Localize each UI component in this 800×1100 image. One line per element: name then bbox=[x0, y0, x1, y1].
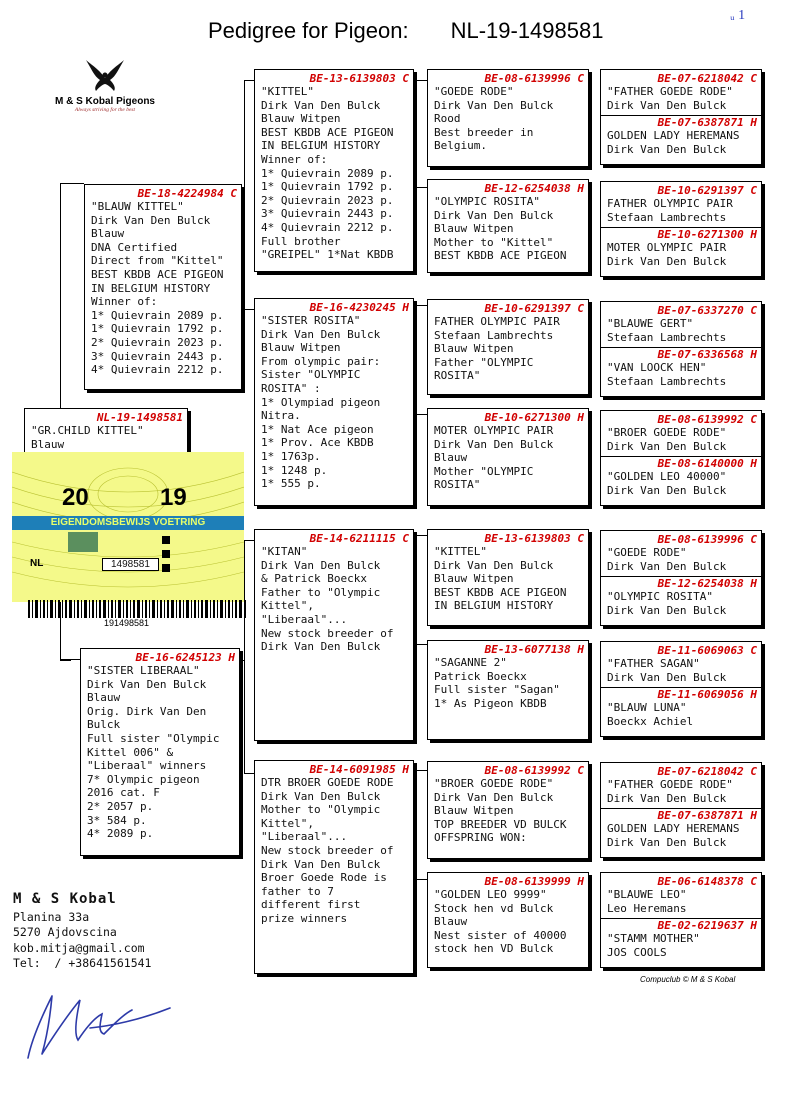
ring-number: BE-07-6218042 C bbox=[657, 72, 757, 85]
pigeon-line: Blauw bbox=[434, 915, 468, 929]
pigeon-line: "FATHER GOEDE RODE" bbox=[607, 778, 733, 791]
pigeon-line: "GOLDEN LEO 40000" bbox=[607, 470, 727, 484]
pigeon-line: Dirk Van Den Bulck bbox=[607, 835, 727, 849]
corner-mark: ᵤ 1 bbox=[730, 8, 746, 23]
pigeon-line: 1* Quievrain 2089 p. bbox=[91, 308, 224, 322]
pigeon-line: 2016 cat. F bbox=[87, 786, 160, 800]
pigeon-line: Blauw Witpen bbox=[434, 222, 514, 236]
pigeon-line: Blauw bbox=[31, 437, 65, 451]
pigeon-line: 1* As Pigeon KBDB bbox=[434, 696, 547, 710]
pigeon-line: "SISTER LIBERAAL" bbox=[87, 664, 200, 677]
pigeon-line: Direct from "Kittel" bbox=[91, 254, 224, 268]
pigeon-line: Dirk Van Den Bulck bbox=[607, 670, 727, 684]
ring-number: BE-12-6254038 H bbox=[484, 182, 584, 195]
ring-number: BE-07-6387871 H bbox=[601, 115, 761, 129]
pigeon-line: "STAMM MOTHER" bbox=[607, 932, 700, 946]
pigeon-line: Blauw Witpen bbox=[261, 112, 341, 126]
pigeon-line: Dirk Van Den Bulck bbox=[607, 791, 727, 805]
pigeon-line: 1* Quievrain 1792 p. bbox=[261, 180, 394, 194]
pigeon-line: Blauw Witpen bbox=[434, 804, 514, 818]
pigeon-line: "GOEDE RODE" bbox=[607, 546, 687, 559]
pigeon-line: Mother to "Kittel" bbox=[434, 235, 554, 249]
ring-number: BE-18-4224984 C bbox=[137, 187, 237, 200]
ring-number: BE-10-6291397 C bbox=[657, 184, 757, 197]
pigeon-line: Leo Heremans bbox=[607, 901, 687, 915]
ring-number: BE-08-6139992 C bbox=[657, 413, 757, 426]
pigeon-line: From olympic pair: bbox=[261, 354, 381, 368]
ring-number: BE-08-6139996 C bbox=[484, 72, 584, 85]
pigeon-line: BEST KBDB ACE PIGEON bbox=[261, 125, 394, 139]
ring-number: BE-08-6140000 H bbox=[601, 456, 761, 470]
pigeon-line: stock hen VD Bulck bbox=[434, 942, 554, 956]
pigeon-line: GOLDEN LADY HEREMANS bbox=[607, 822, 740, 836]
pigeon-line: OFFSPRING WON: bbox=[434, 831, 527, 845]
pigeon-line: Blauw Witpen bbox=[434, 342, 514, 356]
gen4-pair-box bbox=[600, 762, 762, 858]
gen4-pair-box bbox=[600, 641, 762, 737]
pigeon-line: Patrick Boeckx bbox=[434, 669, 527, 683]
pigeon-line: FATHER OLYMPIC PAIR bbox=[607, 197, 733, 210]
pigeon-line: 1* Prov. Ace KBDB bbox=[261, 436, 374, 450]
ring-number: BE-10-6271300 H bbox=[484, 411, 584, 424]
pigeon-line: "FATHER SAGAN" bbox=[607, 657, 700, 670]
gen3-box bbox=[427, 640, 589, 740]
pigeon-line: "GOEDE RODE" bbox=[434, 85, 514, 98]
pigeon-line: MOTER OLYMPIC PAIR bbox=[607, 241, 727, 255]
pigeon-line: 1* Quievrain 2089 p. bbox=[261, 166, 394, 180]
pigeon-line: "BLAUW KITTEL" bbox=[91, 200, 184, 213]
pigeon-line: "FATHER GOEDE RODE" bbox=[607, 85, 733, 98]
pigeon-line: Stefaan Lambrechts bbox=[607, 330, 727, 344]
pigeon-line: Dirk Van Den Bulck bbox=[261, 640, 381, 654]
pigeon-line: "OLYMPIC ROSITA" bbox=[434, 195, 540, 208]
ring-number: BE-07-6337270 C bbox=[657, 304, 757, 317]
ring-number: BE-10-6271300 H bbox=[601, 227, 761, 241]
pigeon-line: Mother to "Olympic bbox=[261, 803, 381, 817]
owner-line: Planina 33a bbox=[13, 909, 90, 924]
pigeon-line: ROSITA" bbox=[434, 478, 481, 492]
pigeon-line: Kittel 006" & bbox=[87, 745, 174, 759]
pigeon-line: Winner of: bbox=[91, 295, 158, 309]
pigeon-line: "KITTEL" bbox=[261, 85, 314, 98]
pigeon-line: Stefaan Lambrechts bbox=[607, 374, 727, 388]
pigeon-line: Broer Goede Rode is bbox=[261, 871, 387, 885]
pigeon-line: Dirk Van Den Bulck bbox=[607, 254, 727, 268]
gen3-box bbox=[427, 408, 589, 506]
gen3-box bbox=[427, 529, 589, 626]
ring-number: BE-12-6254038 H bbox=[601, 576, 761, 590]
pigeon-line: Sister "OLYMPIC bbox=[261, 368, 361, 382]
pigeon-line: Dirk Van Den Bulck bbox=[434, 790, 554, 804]
pigeon-line: Blauw Witpen bbox=[434, 572, 514, 586]
pigeon-line: IN BELGIUM HISTORY bbox=[91, 281, 211, 295]
pigeon-line: 7* Olympic pigeon bbox=[87, 772, 200, 786]
pigeon-line: "VAN LOOCK HEN" bbox=[607, 361, 707, 375]
pigeon-line: Winner of: bbox=[261, 152, 328, 166]
ring-card-year-right: 19 bbox=[160, 484, 187, 511]
pigeon-line: 1* Nat Ace pigeon bbox=[261, 422, 374, 436]
pigeon-line: Dirk Van Den Bulck bbox=[261, 327, 381, 341]
pigeon-line: Dirk Van Den Bulck bbox=[607, 603, 727, 617]
ring-number: BE-08-6139996 C bbox=[657, 533, 757, 546]
owner-email: kob.mitja@gmail.com bbox=[13, 940, 145, 955]
pigeon-line: Blauw bbox=[87, 691, 121, 705]
pigeon-line: Dirk Van Den Bulck bbox=[607, 483, 727, 497]
gen3-box bbox=[427, 179, 589, 273]
ring-number: NL-19-1498581 bbox=[96, 411, 183, 424]
ring-card-country: NL bbox=[30, 558, 44, 569]
pigeon-line: Dirk Van Den Bulck bbox=[87, 677, 207, 691]
pigeon-line: JOS COOLS bbox=[607, 945, 667, 959]
ring-number: BE-11-6069063 C bbox=[657, 644, 757, 657]
ring-ownership-card bbox=[12, 452, 244, 602]
pigeon-line: 4* Quievrain 2212 p. bbox=[91, 363, 224, 377]
pigeon-line: "GREIPEL" 1*Nat KBDB bbox=[261, 248, 394, 262]
ring-number: BE-13-6139803 C bbox=[484, 532, 584, 545]
ring-number: BE-16-6245123 H bbox=[135, 651, 235, 664]
gen4-pair-box bbox=[600, 181, 762, 277]
pigeon-line: ROSITA" bbox=[434, 369, 481, 383]
title-ring: NL-19-1498581 bbox=[450, 18, 604, 43]
owner-line: 5270 Ajdovscina bbox=[13, 925, 117, 939]
pigeon-line: 4* Quievrain 2212 p. bbox=[261, 220, 394, 234]
pigeon-line: BEST KBDB ACE PIGEON bbox=[434, 249, 567, 263]
pigeon-line: Full sister "Olympic bbox=[87, 731, 220, 745]
pigeon-line: Dirk Van Den Bulck bbox=[607, 98, 727, 112]
pigeon-line: Bulck bbox=[87, 718, 121, 732]
pigeon-line: Blauw Witpen bbox=[261, 341, 341, 355]
pigeon-line: BEST KBDB ACE PIGEON bbox=[91, 267, 224, 281]
pigeon-line: New stock breeder of bbox=[261, 626, 394, 640]
subject-box bbox=[24, 408, 188, 456]
pigeon-line: "GOLDEN LEO 9999" bbox=[434, 888, 547, 901]
pigeon-line: ROSITA" : bbox=[261, 381, 321, 395]
dam-box bbox=[80, 648, 240, 856]
ring-number: BE-08-6139992 C bbox=[484, 764, 584, 777]
pigeon-line: Dirk Van Den Bulck bbox=[434, 98, 554, 112]
ring-number: BE-02-6219637 H bbox=[601, 918, 761, 932]
pigeon-line: Best breeder in bbox=[434, 125, 534, 139]
pigeon-line: Dirk Van Den Bulck bbox=[261, 558, 381, 572]
pigeon-line: Nest sister of 40000 bbox=[434, 928, 567, 942]
pigeon-line: "BLAUW LUNA" bbox=[607, 701, 687, 715]
ring-card-number: 1498581 bbox=[102, 558, 159, 571]
footer-credit: Compuclub © M & S Kobal bbox=[640, 975, 736, 984]
owner-phone: Tel: / +38641561541 bbox=[13, 956, 152, 970]
ring-number: BE-07-6218042 C bbox=[657, 765, 757, 778]
gen4-pair-box bbox=[600, 872, 762, 968]
pigeon-line: DNA Certified bbox=[91, 240, 178, 254]
pigeon-line: Full sister "Sagan" bbox=[434, 683, 560, 697]
sire-box bbox=[84, 184, 242, 390]
pigeon-line: 1* Olympiad pigeon bbox=[261, 395, 381, 409]
pigeon-line: "BROER GOEDE RODE" bbox=[434, 777, 554, 790]
pigeon-line: GOLDEN LADY HEREMANS bbox=[607, 129, 740, 143]
pigeon-line: "GR.CHILD KITTEL" bbox=[31, 424, 144, 437]
pigeon-line: Stefaan Lambrechts bbox=[607, 210, 727, 224]
gen2-box bbox=[254, 298, 414, 506]
ring-card-band: EIGENDOMSBEWIJS VOETRING bbox=[12, 516, 244, 530]
pigeon-line: "SAGANNE 2" bbox=[434, 656, 507, 669]
pigeon-line: Father "OLYMPIC bbox=[434, 355, 534, 369]
pigeon-line: Rood bbox=[434, 112, 461, 126]
pigeon-line: Mother "OLYMPIC bbox=[434, 464, 534, 478]
gen4-pair-box bbox=[600, 410, 762, 506]
gen2-box bbox=[254, 760, 414, 974]
pigeon-line: "SISTER ROSITA" bbox=[261, 314, 361, 327]
pigeon-line: Stefaan Lambrechts bbox=[434, 328, 554, 342]
ring-number: BE-13-6077138 H bbox=[484, 643, 584, 656]
pigeon-line: & Patrick Boeckx bbox=[261, 572, 367, 586]
logo-tagline: Always striving for the best bbox=[74, 107, 136, 113]
pigeon-line: 3* Quievrain 2443 p. bbox=[91, 349, 224, 363]
pigeon-line: Dirk Van Den Bulck bbox=[261, 98, 381, 112]
connector bbox=[60, 659, 80, 660]
pigeon-line: Full brother bbox=[261, 234, 341, 248]
pigeon-line: 4* 2089 p. bbox=[87, 827, 154, 841]
pigeon-line: IN BELGIUM HISTORY bbox=[434, 599, 554, 613]
pigeon-line: "Liberaal"... bbox=[261, 612, 348, 626]
pigeon-line: Kittel", bbox=[261, 816, 314, 830]
ring-number: BE-08-6139999 H bbox=[484, 875, 584, 888]
pigeon-line: MOTER OLYMPIC PAIR bbox=[434, 424, 554, 437]
ring-card-year-left: 20 bbox=[62, 484, 89, 511]
ring-number: BE-14-6091985 H bbox=[309, 763, 409, 776]
gen3-box bbox=[427, 872, 589, 968]
pigeon-line: BEST KBDB ACE PIGEON bbox=[434, 585, 567, 599]
pigeon-line: Blauw bbox=[434, 451, 468, 465]
pigeon-line: Dirk Van Den Bulck bbox=[607, 559, 727, 573]
logo-name: M & S Kobal Pigeons bbox=[54, 96, 155, 107]
gen2-box bbox=[254, 69, 414, 272]
gen3-box bbox=[427, 69, 589, 167]
gen4-pair-box bbox=[600, 301, 762, 397]
ring-number: BE-11-6069056 H bbox=[601, 687, 761, 701]
pigeon-line: New stock breeder of bbox=[261, 843, 394, 857]
pigeon-line: Dirk Van Den Bulck bbox=[261, 789, 381, 803]
ring-number: BE-10-6291397 C bbox=[484, 302, 584, 315]
pigeon-line: Father to "Olympic bbox=[261, 585, 381, 599]
pigeon-line: prize winners bbox=[261, 911, 348, 925]
pigeon-line: Blauw bbox=[91, 227, 125, 241]
pigeon-line: 1* 555 p. bbox=[261, 477, 321, 491]
pigeon-line: "BROER GOEDE RODE" bbox=[607, 426, 727, 439]
pigeon-line: 3* 584 p. bbox=[87, 813, 147, 827]
pigeon-line: 1* Quievrain 1792 p. bbox=[91, 322, 224, 336]
pigeon-line: different first bbox=[261, 898, 361, 912]
gen3-box bbox=[427, 761, 589, 859]
gen3-box bbox=[427, 299, 589, 395]
pigeon-line: 2* Quievrain 2023 p. bbox=[91, 335, 224, 349]
pigeon-line: Boeckx Achiel bbox=[607, 714, 694, 728]
pigeon-line: 1* 1763p. bbox=[261, 449, 321, 463]
pigeon-line: Dirk Van Den Bulck bbox=[91, 213, 211, 227]
pigeon-line: "Liberaal" winners bbox=[87, 759, 207, 773]
pigeon-line: Dirk Van Den Bulck bbox=[607, 439, 727, 453]
pigeon-line: Orig. Dirk Van Den bbox=[87, 704, 207, 718]
pigeon-line: "OLYMPIC ROSITA" bbox=[607, 590, 713, 604]
pigeon-line: "KITTEL" bbox=[434, 545, 487, 558]
gen2-box bbox=[254, 529, 414, 741]
pigeon-line: 2* Quievrain 2023 p. bbox=[261, 193, 394, 207]
pigeon-logo-icon bbox=[84, 58, 126, 92]
owner-name: M & S Kobal bbox=[13, 891, 117, 907]
pigeon-line: 1* 1248 p. bbox=[261, 463, 328, 477]
pigeon-line: Dirk Van Den Bulck bbox=[434, 208, 554, 222]
signature bbox=[20, 988, 180, 1063]
pigeon-line: "KITAN" bbox=[261, 545, 308, 558]
ring-number: BE-13-6139803 C bbox=[309, 72, 409, 85]
pigeon-line: DTR BROER GOEDE RODE bbox=[261, 776, 394, 789]
barcode-number: 191498581 bbox=[104, 618, 150, 628]
pigeon-line: FATHER OLYMPIC PAIR bbox=[434, 315, 560, 328]
pigeon-line: "Liberaal"... bbox=[261, 830, 348, 844]
ring-number: BE-07-6336568 H bbox=[601, 347, 761, 361]
page-title bbox=[208, 18, 603, 44]
pigeon-line: Kittel", bbox=[261, 599, 314, 613]
pigeon-line: TOP BREEDER VD BULCK bbox=[434, 817, 567, 831]
barcode bbox=[28, 600, 248, 618]
pigeon-line: Belgium. bbox=[434, 139, 487, 153]
ring-number: BE-06-6148378 C bbox=[657, 875, 757, 888]
gen4-pair-box bbox=[600, 69, 762, 165]
pigeon-line: father to 7 bbox=[261, 884, 334, 898]
owner-block bbox=[13, 892, 151, 972]
pigeon-line: 3* Quievrain 2443 p. bbox=[261, 207, 394, 221]
ring-number: BE-07-6387871 H bbox=[601, 808, 761, 822]
pigeon-line: IN BELGIUM HISTORY bbox=[261, 139, 381, 153]
pigeon-line: Stock hen vd Bulck bbox=[434, 901, 554, 915]
pigeon-line: Dirk Van Den Bulck bbox=[434, 437, 554, 451]
pigeon-line: Dirk Van Den Bulck bbox=[607, 142, 727, 156]
logo bbox=[40, 58, 170, 113]
pigeon-line: "BLAUWE LEO" bbox=[607, 888, 687, 901]
ring-number: BE-14-6211115 C bbox=[309, 532, 409, 545]
pigeon-line: Nitra. bbox=[261, 409, 301, 423]
ring-number: BE-16-4230245 H bbox=[309, 301, 409, 314]
pigeon-line: "BLAUWE GERT" bbox=[607, 317, 694, 330]
gen4-pair-box bbox=[600, 530, 762, 626]
pigeon-line: Dirk Van Den Bulck bbox=[261, 857, 381, 871]
title-label: Pedigree for Pigeon: bbox=[208, 18, 409, 43]
pigeon-line: Dirk Van Den Bulck bbox=[434, 558, 554, 572]
pigeon-line: 2* 2057 p. bbox=[87, 799, 154, 813]
